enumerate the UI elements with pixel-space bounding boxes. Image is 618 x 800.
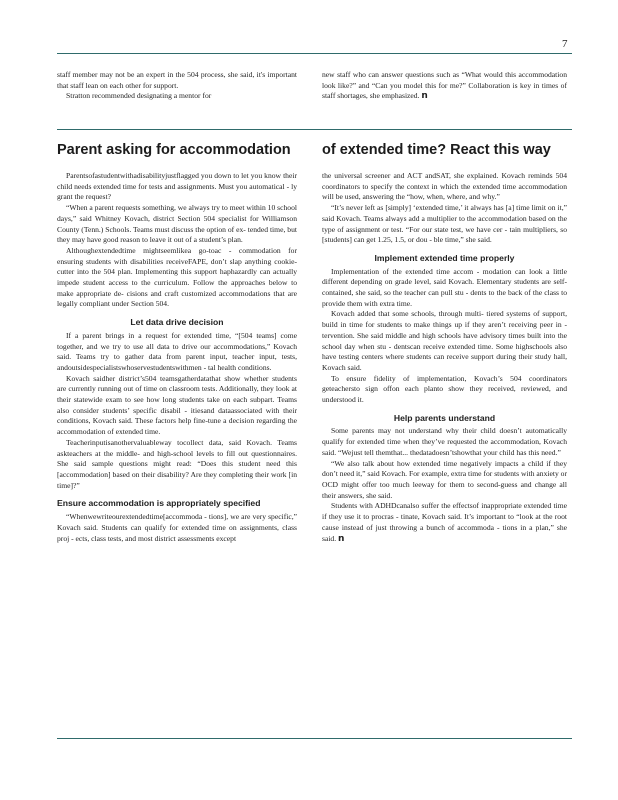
body-paragraph: Parentsofastudentwithadisabilityjustflagged you down to let you know their child needs extended time for tests and assignments. Must you automatical - ly grant the request? <box>57 171 297 202</box>
subheading: Help parents understand <box>393 412 496 423</box>
body-paragraph: Students with ADHDcanalso suffer the effectsof inappropriate extended time if they use it to procras - tinate, Kovach said. It’s important to “look at the root cause instead of just throwing a bunch of accommoda - tions in a plan,” she said. n <box>322 501 567 544</box>
header-rule <box>57 53 572 54</box>
article-right-column <box>322 171 567 544</box>
article-left-column <box>57 171 297 544</box>
body-paragraph: Althoughextendedtime mightseemlikea go-toac - commodation for ensuring students with disabilities receiveFAPE, don’t slap anything cookie-cutter into the 504 plan. Implementing this support haphazardly can actually impede student access to the curriculum. Follow the approaches below to make appropriate de- cisions and craft customized accommodations that are legally compliant under Section 504. <box>57 245 297 309</box>
headline-left: Parent asking for accommodation <box>57 142 291 158</box>
end-mark-icon: n <box>421 91 428 102</box>
subheading: Let data drive decision <box>130 317 224 328</box>
subheading: Implement extended time properly <box>374 252 515 263</box>
prev-article-right-column <box>322 70 567 102</box>
subheading: Ensure accommodation is appropriately specified <box>57 498 261 509</box>
page-number: 7 <box>562 38 568 50</box>
body-paragraph: staff member may not be an expert in the 504 process, she said, it's important that staff lean on each other for support. <box>57 70 297 90</box>
end-mark-icon: n <box>338 533 345 544</box>
body-paragraph: the universal screener and ACT andSAT, she explained. Kovach reminds 504 coordinators to specify the context in which the extended time accommodation will be used, answering the “how, when, where, and why.” <box>322 171 567 202</box>
body-paragraph: Kovach added that some schools, through multi- tiered systems of support, build in time for students to make things up if they aren’t receiving peer in - tervention. She said middle and high schools have advisory times built into the school day when stu - dentscan receive extended time. Some highschools also have testing centers where students can receive support during their study hall, Kovach said. <box>322 309 567 372</box>
headline-right: of extended time? React this way <box>322 142 551 158</box>
body-paragraph: Implementation of the extended time accom - modation can look a little different depending on grade level, said Kovach. Elementary students are self-contained, she said, so the teacher can pull stu - dents to the back of the class to provide them with extra time. <box>322 266 567 308</box>
prev-article-left-column <box>57 70 297 102</box>
body-paragraph: Stratton recommended designating a mentor for <box>66 91 212 101</box>
body-paragraph: “When a parent requests something, we always try to meet within 10 school days,” said Whitney Kovach, district Section 504 specialist for Williamson County (Tenn.) Schools. Teams must discuss the option of ex- tended time, but they may have good reason to leave it out of a student’s plan. <box>57 203 297 245</box>
body-paragraph: new staff who can answer questions such as “What would this accommodation look like?” and “Can you model this for me?” Collaboration is key in times of staff shortages, she emphasized. n <box>322 70 567 102</box>
body-paragraph: Kovach saidher district’s504 teamsgatherdatathat show whether students are currently running out of time on classroom tests. Additionally, they look at their statewide exam to see how long students take on each subpart. Teams also consider students’ specific disabil - itiesand dataassociated with their conditions, Kovach said. These factors help fine-tune a decision regarding the accommodation of extended time. <box>57 373 297 437</box>
body-paragraph: Some parents may not understand why their child doesn’t automatically qualify for extended time when they’ve requested the accommodation, Kovach said. “Wejust tell themthat... thedatadoesn’tshowthat your child has this need.” <box>322 426 567 457</box>
section-divider <box>57 129 572 130</box>
body-paragraph: “Whenwewriteourextendedtime[accommoda - tions], we are very specific,” Kovach said. Students can qualify for extended time on assignments, class proj - ects, class tests, and most district assessments except <box>57 512 297 543</box>
body-paragraph: Teacherinputisanothervaluableway tocollect data, said Kovach. Teams askteachers at the middle- and high-school levels to fill out questionnaires. She said sample questions might read: “Does this student need this [accommodation] based on their disability? Are they completing their work [in time]?” <box>57 437 297 490</box>
body-paragraph: “We also talk about how extended time negatively impacts a child if they don’t need it,” said Kovach. For example, extra time for students with anxiety or OCD might offer too much leeway for them to second-guess and change all their answers, she said. <box>322 458 567 500</box>
body-paragraph: If a parent brings in a request for extended time, “[504 teams] come together, and we try to use all data to drive our accommodations,” Kovach said. Teams try to gather data from parent input, teacher input, tests, andoutsidespecialistswhoservestudentswithmen - tal health conditions. <box>57 330 297 372</box>
footer-rule <box>57 738 572 739</box>
body-paragraph: “It’s never left as [simply] ‘extended time,’ it always has [a] time limit on it,” said Kovach. Teams always add a multiplier to the accommodation based on the type of assignment or test. “For our state test, we have cer - tain multipliers, so [students] can get 1.25, 1.5, or dou - ble time,” she said. <box>322 203 567 245</box>
body-paragraph: To ensure fidelity of implementation, Kovach’s 504 coordinators geteachersto sign offon each planto show they received, reviewed, and understood it. <box>322 373 567 405</box>
